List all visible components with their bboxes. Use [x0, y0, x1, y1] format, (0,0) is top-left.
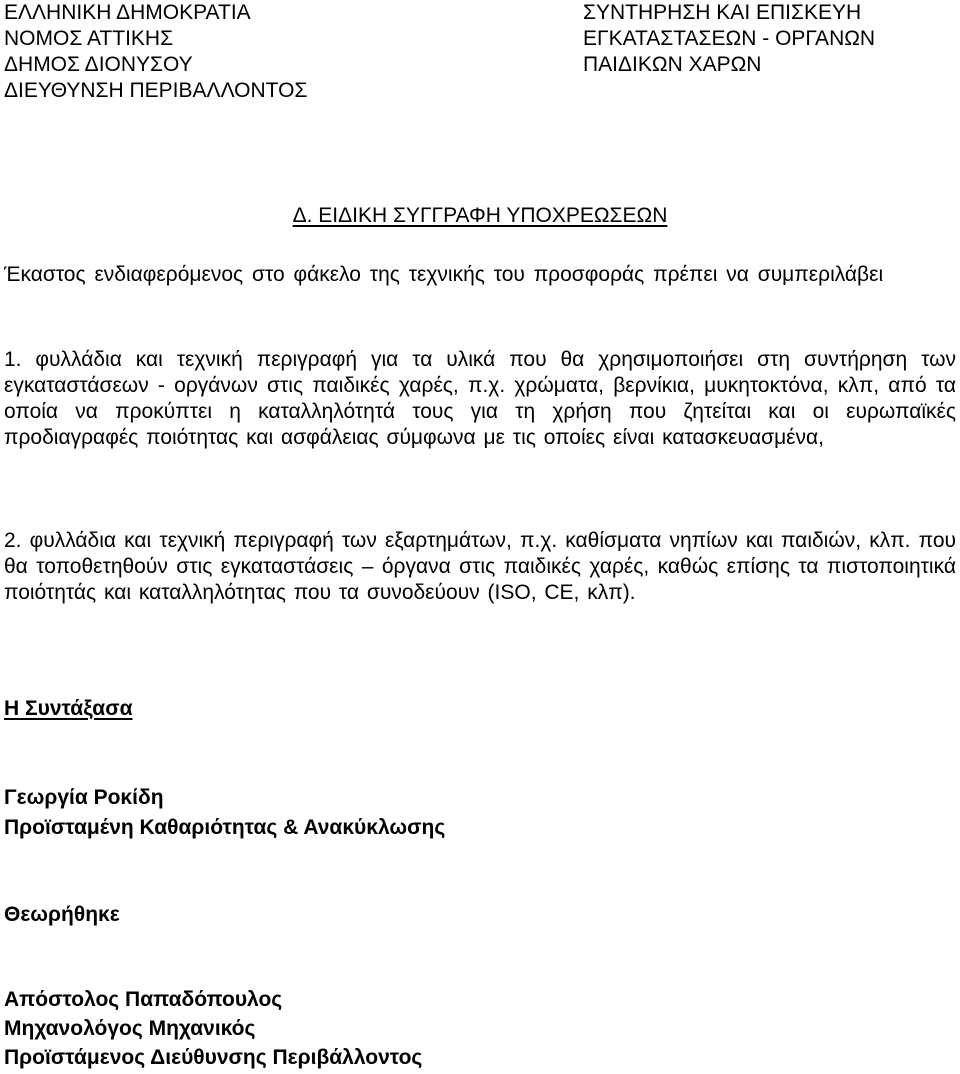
- project-title-line: ΠΑΙΔΙΚΩΝ ΧΑΡΩΝ: [583, 53, 762, 76]
- list-item: 1. φυλλάδια και τεχνική περιγραφή για τα υλικά που θα χρησιμοποιήσει στη συντήρηση των εγκαταστάσεων - οργάνων στις παιδικές χαρές, π.χ. χρώματα, βερνίκια, μυκητοκτόνα, κλπ, από τα οποία να προκύπτει η καταλληλότητά τους για τη χρήση που ζητείται και οι ευρωπαϊκές προδιαγραφές ποιότητας και ασφάλειας σύμφωνα με τις οποίες είναι κατασκευασμένα,: [4, 348, 956, 449]
- section-title: [0, 203, 960, 229]
- author-name: Γεωργία Ροκίδη: [4, 786, 164, 809]
- list-item: 2. φυλλάδια και τεχνική περιγραφή των εξαρτημάτων, π.χ. καθίσματα νηπίων και παιδιών, κλπ. που θα τοποθετηθούν στις εγκαταστάσεις – όργανα στις παιδικές χαρές, καθώς επίσης τα πιστοποιητικά ποιότητάς και καταλληλότητας που τα συνοδεύουν (ISO, CE, κλπ).: [4, 529, 956, 604]
- reviewer-title: Προϊστάμενος Διεύθυνσης Περιβάλλοντος: [4, 1046, 423, 1069]
- issuer-line: ΔΙΕΥΘΥΝΣΗ ΠΕΡΙΒΑΛΛΟΝΤΟΣ: [4, 79, 308, 102]
- issuer-block: [4, 0, 444, 104]
- author-label: Η Συντάξασα: [4, 697, 133, 720]
- reviewer-name: Απόστολος Παπαδόπουλος: [4, 988, 283, 1011]
- author-title: Προϊσταμένη Καθαριότητας & Ανακύκλωσης: [4, 816, 446, 839]
- section-title-text: Δ. ΕΙΔΙΚΗ ΣΥΓΓΡΑΦΗ ΥΠΟΧΡΕΩΣΕΩΝ: [292, 204, 668, 227]
- intro-paragraph: Έκαστος ενδιαφερόμενος στο φάκελο της τεχνικής του προσφοράς πρέπει να συμπεριλάβει: [4, 263, 884, 286]
- project-title-line: ΕΓΚΑΤΑΣΤΑΣΕΩΝ - ΟΡΓΑΝΩΝ: [583, 27, 876, 50]
- reviewer-role: Μηχανολόγος Μηχανικός: [4, 1017, 256, 1040]
- project-title-line: ΣΥΝΤΗΡΗΣΗ ΚΑΙ ΕΠΙΣΚΕΥΗ: [583, 1, 862, 24]
- reviewed-label: Θεωρήθηκε: [4, 903, 120, 926]
- project-title-block: [583, 0, 953, 78]
- issuer-line: ΝΟΜΟΣ ΑΤΤΙΚΗΣ: [4, 27, 174, 50]
- issuer-line: ΔΗΜΟΣ ΔΙΟΝΥΣΟΥ: [4, 53, 193, 76]
- issuer-line: ΕΛΛΗΝΙΚΗ ΔΗΜΟΚΡΑΤΙΑ: [4, 1, 251, 24]
